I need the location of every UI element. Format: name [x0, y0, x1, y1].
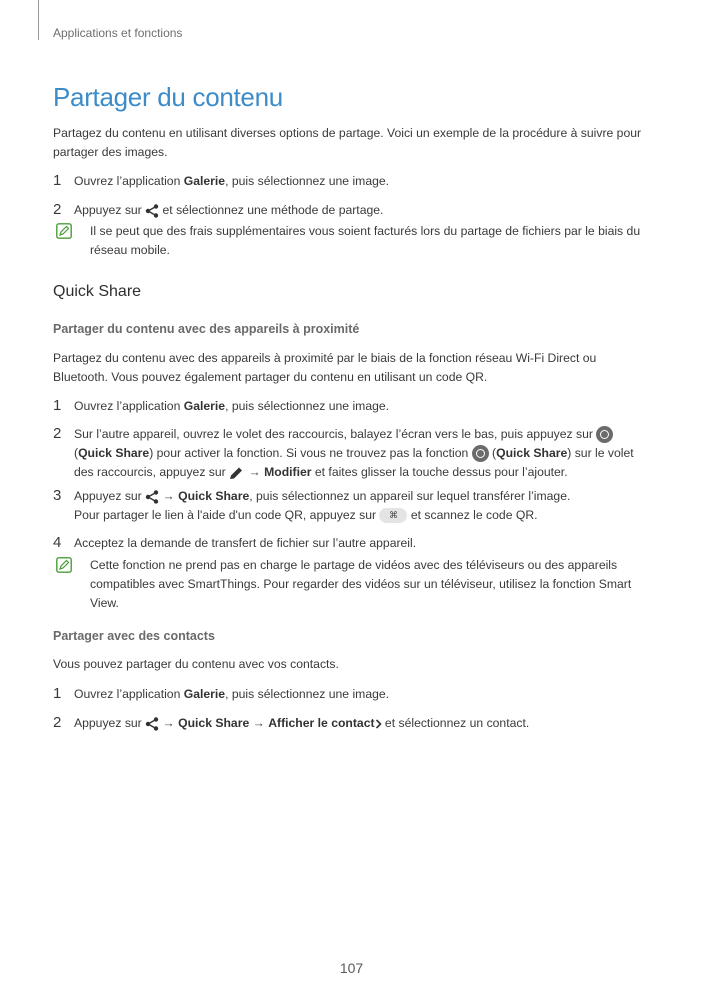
section-heading-quick-share: Quick Share [53, 283, 142, 300]
subsection-heading: Partager avec des contacts [53, 629, 215, 643]
pencil-icon [229, 466, 245, 480]
app-name: Galerie [183, 174, 226, 188]
step-1: 1 Ouvrez l’application Galerie, puis sélectionnez une image. [53, 172, 390, 189]
subsection-intro: Partagez du contenu avec des appareils à proximité par le biais de la fonction réseau Wi-Fi Direct ou Bluetooth. Vous pouvez également partager du contenu en utilisant un code QR. [53, 351, 597, 384]
note-2: Cette fonction ne prend pas en charge le partage de vidéos avec des téléviseurs ou des appareils compatibles avec SmartThings. Pour regarder des vidéos sur un téléviseur, utilisez la fonction Smart View. [53, 556, 645, 613]
page-number: 107 [339, 960, 364, 976]
qr-code-icon: ⌘ [379, 508, 407, 523]
header-divider [38, 0, 39, 40]
page-title: Partager du contenu [53, 82, 283, 112]
contact-step-2: 2 Appuyez sur → Quick Share → Afficher le contact et sélectionnez un contact. [53, 714, 530, 731]
step-number: 1 [53, 172, 62, 189]
subsection-intro: Vous pouvez partager du contenu avec vos contacts. [53, 657, 339, 671]
share-icon [145, 717, 159, 731]
quick-share-icon [596, 426, 613, 443]
subsection-heading: Partager du contenu avec des appareils à proximité [53, 322, 360, 336]
share-icon [145, 204, 159, 218]
note-1: Il se peut que des frais supplémentaires vous soient facturés lors du partage de fichiers par le biais du réseau mobile. [53, 222, 645, 260]
step-number: 2 [53, 201, 62, 218]
quick-share-icon [472, 445, 489, 462]
qs-step-4: 4 Acceptez la demande de transfert de fichier sur l’autre appareil. [53, 534, 417, 551]
note-icon [56, 557, 72, 573]
qs-step-1: 1 Ouvrez l’application Galerie, puis sélectionnez une image. [53, 397, 390, 414]
share-icon [145, 490, 159, 504]
app-name: Galerie [183, 399, 226, 413]
qs-step-2: 2 Sur l’autre appareil, ouvrez le volet des raccourcis, balayez l’écran vers le bas, puis appuyez sur (Quick Share) pour activer la fonction. Si vous ne trouvez pas la fonction (Quick Share) sur le volet des raccourcis, appuyez sur → Modifier et faites glisser la touche dessus pour l’ajouter. [53, 425, 634, 479]
section-header: Applications et fonctions [53, 26, 183, 40]
step-2: 2 Appuyez sur et sélectionnez une méthode de partage. [53, 201, 384, 218]
qs-step-3: 3 Appuyez sur → Quick Share, puis sélectionnez un appareil sur lequel transférer l’image. Pour partager le lien à l'aide d'un code QR, appuyez sur ⌘ et scannez le code QR. [53, 487, 571, 522]
intro-paragraph: Partagez du contenu en utilisant diverses options de partage. Voici un exemple de la procédure à suivre pour partager des images. [53, 126, 642, 159]
app-name: Galerie [183, 687, 226, 701]
chevron-right-icon [375, 719, 382, 729]
contact-step-1: 1 Ouvrez l’application Galerie, puis sélectionnez une image. [53, 685, 390, 702]
note-icon [56, 223, 72, 239]
